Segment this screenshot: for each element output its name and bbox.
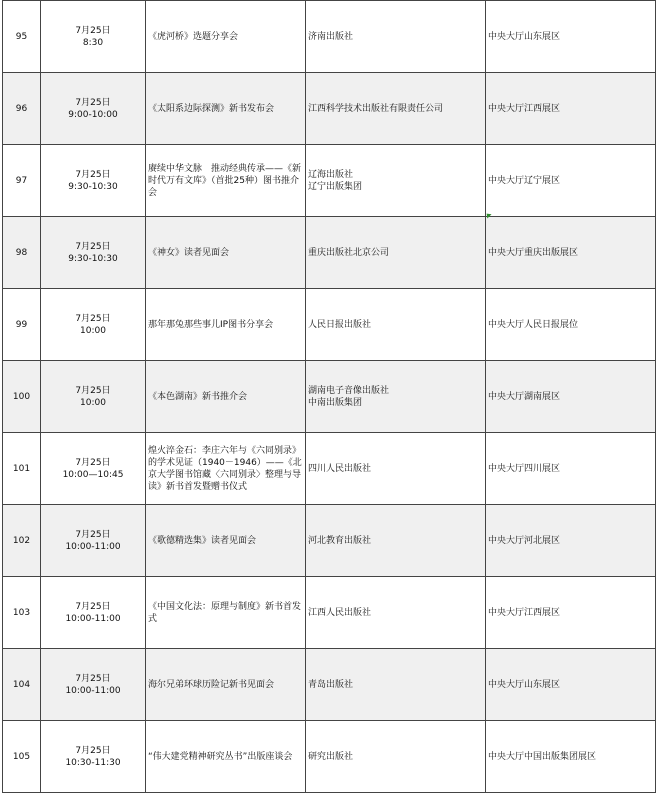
event-date: 7月25日 bbox=[75, 97, 111, 108]
event-number-cell bbox=[3, 73, 41, 145]
event-location: 中央大厅湖南展区 bbox=[488, 391, 561, 402]
event-title-cell bbox=[146, 73, 306, 145]
event-title: 煌火淬金石：李庄六年与《六同别录》的学术见证（1940－1946）——《北京大学图书馆藏〈六同别录〉整理与导读》新书首发暨赠书仪式 bbox=[148, 445, 302, 492]
event-publisher-cell bbox=[306, 361, 486, 433]
event-datetime-cell bbox=[41, 649, 146, 721]
event-title-cell bbox=[146, 361, 306, 433]
event-number-cell bbox=[3, 649, 41, 721]
event-location: 中央大厅重庆出版展区 bbox=[488, 247, 579, 258]
event-publisher-cell bbox=[306, 145, 486, 217]
event-datetime-cell bbox=[41, 217, 146, 289]
event-number-cell bbox=[3, 217, 41, 289]
event-location-cell bbox=[486, 73, 656, 145]
event-publisher: 重庆出版社北京公司 bbox=[308, 247, 390, 258]
event-time: 10:00 bbox=[80, 397, 106, 408]
event-number-cell bbox=[3, 145, 41, 217]
event-number: 95 bbox=[15, 31, 28, 42]
event-location: 中央大厅辽宁展区 bbox=[488, 175, 561, 186]
event-location-cell bbox=[486, 505, 656, 577]
table-row bbox=[3, 73, 656, 145]
table-row bbox=[3, 289, 656, 361]
event-datetime-cell bbox=[41, 289, 146, 361]
event-number-cell bbox=[3, 721, 41, 793]
event-number-cell bbox=[3, 361, 41, 433]
event-datetime-cell bbox=[41, 1, 146, 73]
event-title-cell bbox=[146, 721, 306, 793]
event-publisher-cell bbox=[306, 73, 486, 145]
event-date: 7月25日 bbox=[75, 529, 111, 540]
event-time: 10:00-11:00 bbox=[65, 541, 121, 552]
event-time: 8:30 bbox=[82, 37, 104, 48]
event-title-cell bbox=[146, 1, 306, 73]
event-title-cell bbox=[146, 577, 306, 649]
event-number: 103 bbox=[12, 607, 31, 618]
event-publisher: 四川人民出版社 bbox=[308, 463, 372, 474]
event-location-cell bbox=[486, 721, 656, 793]
event-time: 9:30-10:30 bbox=[68, 253, 118, 264]
event-location-cell bbox=[486, 145, 656, 217]
event-time: 9:00-10:00 bbox=[68, 109, 118, 120]
event-number: 96 bbox=[15, 103, 28, 114]
event-datetime-cell bbox=[41, 577, 146, 649]
event-time: 10:00—10:45 bbox=[62, 469, 124, 480]
table-row bbox=[3, 1, 656, 73]
event-number: 97 bbox=[15, 175, 28, 186]
event-date: 7月25日 bbox=[75, 169, 111, 180]
event-number: 101 bbox=[12, 463, 31, 474]
table-row bbox=[3, 361, 656, 433]
event-publisher: 济南出版社 bbox=[308, 31, 354, 42]
event-number-cell bbox=[3, 505, 41, 577]
event-datetime-cell bbox=[41, 73, 146, 145]
event-publisher: 江西人民出版社 bbox=[308, 607, 372, 618]
event-date: 7月25日 bbox=[75, 25, 111, 36]
event-publisher-cell bbox=[306, 217, 486, 289]
event-location: 中央大厅江西展区 bbox=[488, 103, 561, 114]
event-title: 《神女》读者见面会 bbox=[148, 247, 230, 258]
event-title-cell bbox=[146, 289, 306, 361]
event-publisher-cell bbox=[306, 289, 486, 361]
event-publisher: 辽宁出版集团 bbox=[308, 181, 363, 192]
event-title: 《虎河桥》选题分享会 bbox=[148, 31, 239, 42]
event-title-cell bbox=[146, 433, 306, 505]
event-title: 《歌德精选集》读者见面会 bbox=[148, 535, 257, 546]
event-number-cell bbox=[3, 289, 41, 361]
event-title: 《中国文化法：原理与制度》新书首发式 bbox=[148, 601, 302, 624]
table-row bbox=[3, 721, 656, 793]
event-time: 10:30-11:30 bbox=[65, 757, 121, 768]
event-publisher: 中南出版集团 bbox=[308, 397, 363, 408]
event-location: 中央大厅人民日报展位 bbox=[488, 319, 579, 330]
event-publisher: 青岛出版社 bbox=[308, 679, 354, 690]
event-time: 10:00-11:00 bbox=[65, 685, 121, 696]
event-time: 10:00 bbox=[80, 325, 106, 336]
event-publisher-cell bbox=[306, 505, 486, 577]
event-location-cell bbox=[486, 433, 656, 505]
event-location: 中央大厅中国出版集团展区 bbox=[488, 751, 597, 762]
event-publisher-cell bbox=[306, 433, 486, 505]
table-row bbox=[3, 217, 656, 289]
event-location-cell bbox=[486, 577, 656, 649]
event-datetime-cell bbox=[41, 433, 146, 505]
event-number-cell bbox=[3, 1, 41, 73]
event-publisher: 湖南电子音像出版社 bbox=[308, 385, 390, 396]
event-date: 7月25日 bbox=[75, 241, 111, 252]
table-row bbox=[3, 145, 656, 217]
event-location: 中央大厅四川展区 bbox=[488, 463, 561, 474]
table-row bbox=[3, 505, 656, 577]
event-title-cell bbox=[146, 145, 306, 217]
event-date: 7月25日 bbox=[75, 673, 111, 684]
event-date: 7月25日 bbox=[75, 385, 111, 396]
event-location: 中央大厅河北展区 bbox=[488, 535, 561, 546]
event-location-cell bbox=[486, 649, 656, 721]
event-time: 9:30-10:30 bbox=[68, 181, 118, 192]
event-location-cell bbox=[486, 1, 656, 73]
event-location-cell bbox=[486, 289, 656, 361]
event-title: 海尔兄弟环球历险记新书见面会 bbox=[148, 679, 275, 690]
event-schedule-table bbox=[2, 0, 656, 793]
event-number: 105 bbox=[12, 751, 31, 762]
event-datetime-cell bbox=[41, 361, 146, 433]
event-location: 中央大厅江西展区 bbox=[488, 607, 561, 618]
event-publisher: 人民日报出版社 bbox=[308, 319, 372, 330]
event-location-cell bbox=[486, 217, 656, 289]
event-title: 那年那兔那些事儿IP图书分享会 bbox=[148, 319, 274, 330]
event-location: 中央大厅山东展区 bbox=[488, 679, 561, 690]
table-row bbox=[3, 433, 656, 505]
event-publisher-cell bbox=[306, 1, 486, 73]
table-row bbox=[3, 577, 656, 649]
event-rows bbox=[3, 1, 656, 793]
event-number: 104 bbox=[12, 679, 31, 690]
event-number-cell bbox=[3, 577, 41, 649]
event-number: 98 bbox=[15, 247, 28, 258]
event-publisher-cell bbox=[306, 649, 486, 721]
event-title-cell bbox=[146, 217, 306, 289]
event-date: 7月25日 bbox=[75, 313, 111, 324]
event-title: 赓续中华文脉 推动经典传承——《新时代万有文库》（首批25种）图书推介会 bbox=[148, 163, 302, 198]
event-publisher: 研究出版社 bbox=[308, 751, 354, 762]
event-title: 《本色湖南》新书推介会 bbox=[148, 391, 248, 402]
event-location: 中央大厅山东展区 bbox=[488, 31, 561, 42]
event-publisher: 辽海出版社 bbox=[308, 169, 354, 180]
event-date: 7月25日 bbox=[75, 745, 111, 756]
event-datetime-cell bbox=[41, 721, 146, 793]
event-time: 10:00-11:00 bbox=[65, 613, 121, 624]
event-publisher-cell bbox=[306, 577, 486, 649]
event-number: 99 bbox=[15, 319, 28, 330]
event-title: 《太阳系边际探测》新书发布会 bbox=[148, 103, 275, 114]
event-publisher-cell bbox=[306, 721, 486, 793]
event-number: 102 bbox=[12, 535, 31, 546]
event-location-cell bbox=[486, 361, 656, 433]
event-number: 100 bbox=[12, 391, 31, 402]
event-datetime-cell bbox=[41, 145, 146, 217]
event-date: 7月25日 bbox=[75, 457, 111, 468]
event-title-cell bbox=[146, 649, 306, 721]
event-publisher: 江西科学技术出版社有限责任公司 bbox=[308, 103, 444, 114]
event-title: “伟大建党精神研究丛书”出版座谈会 bbox=[148, 751, 293, 762]
event-number-cell bbox=[3, 433, 41, 505]
event-publisher: 河北教育出版社 bbox=[308, 535, 372, 546]
event-date: 7月25日 bbox=[75, 601, 111, 612]
event-datetime-cell bbox=[41, 505, 146, 577]
table-row bbox=[3, 649, 656, 721]
event-title-cell bbox=[146, 505, 306, 577]
